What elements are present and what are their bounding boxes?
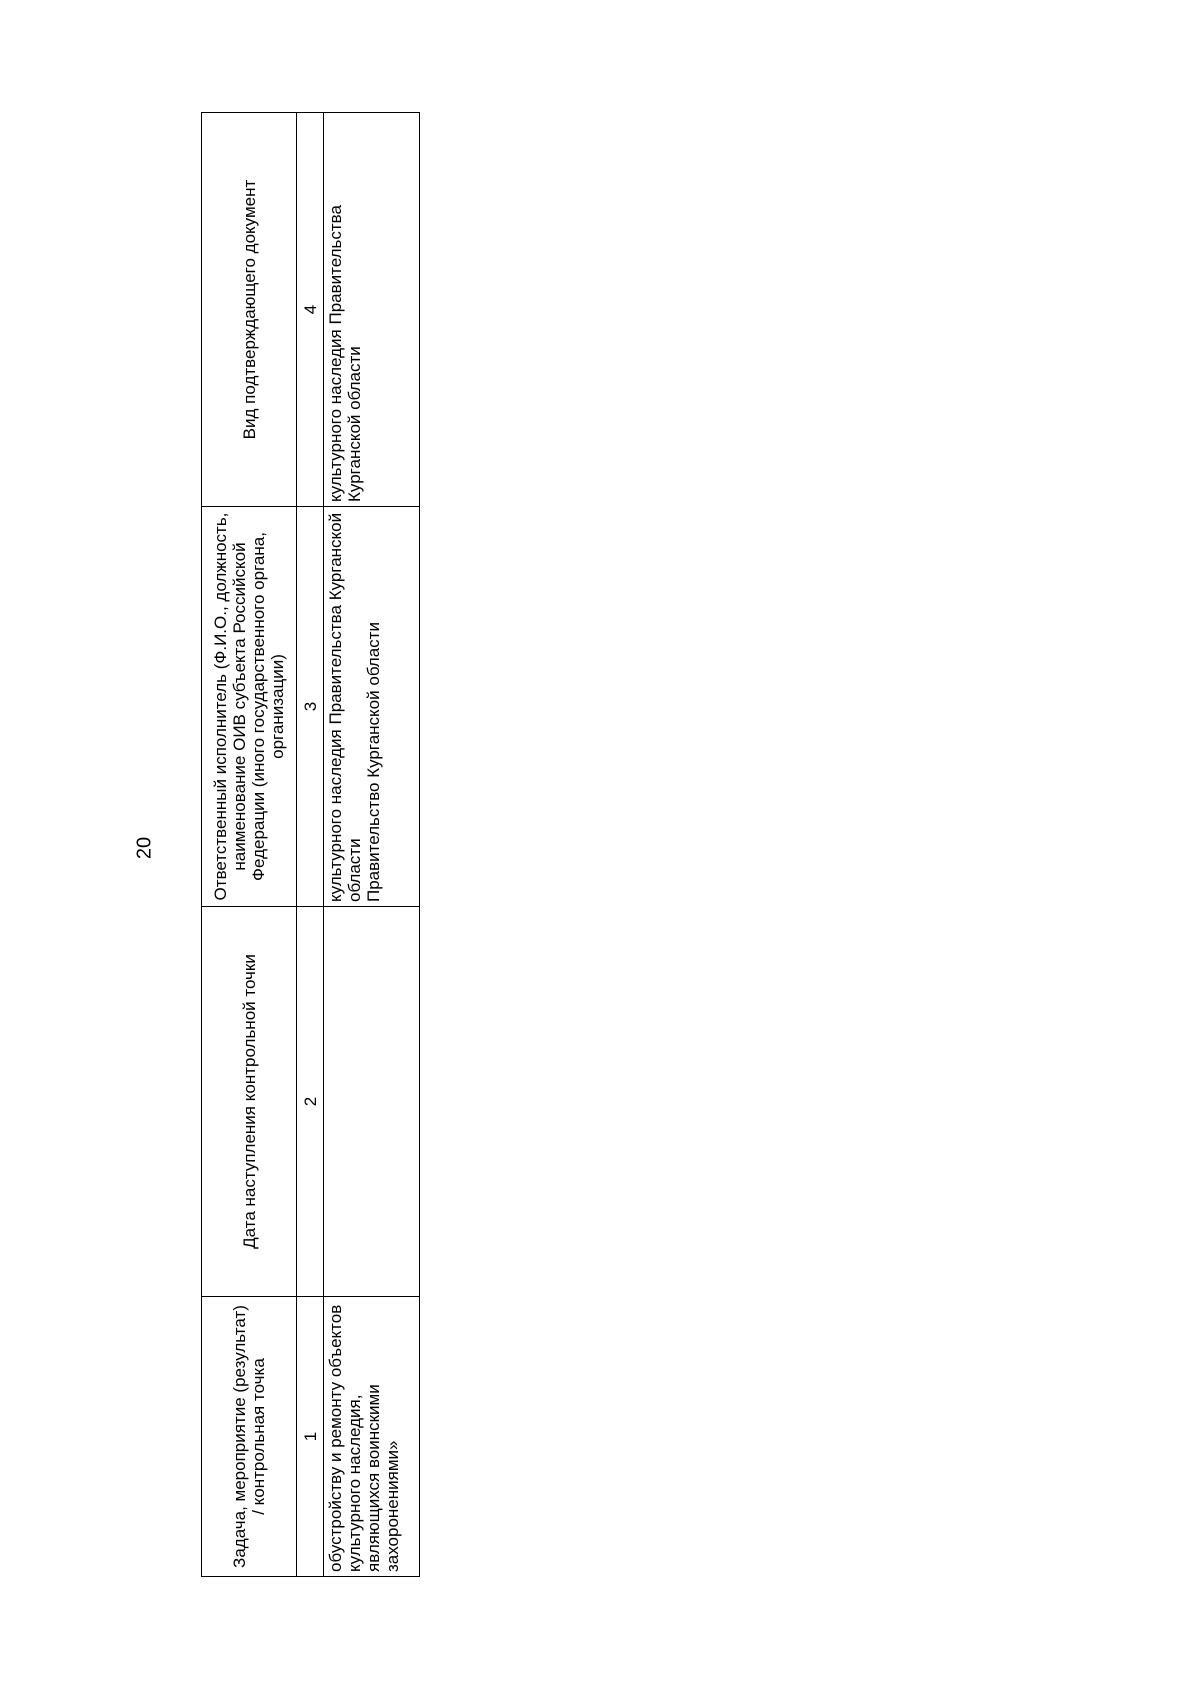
- header-task: Задача, мероприятие (результат) / контрольная точка: [202, 1297, 297, 1577]
- column-number: 1: [297, 1297, 324, 1577]
- cell-executor: [324, 507, 420, 907]
- header-date: Дата наступления контрольной точки: [202, 907, 297, 1297]
- cell-task: обустройству и ремонту объектов культурного наследия, являющихся воинскими захоронениями»: [324, 1297, 420, 1577]
- control-points-table: [201, 112, 420, 1577]
- page-number: 20: [133, 836, 156, 860]
- header-row: [202, 113, 297, 1577]
- executor-line: Правительство Курганской области: [364, 622, 383, 902]
- header-executor: Ответственный исполнитель (Ф.И.О., должность, наименование ОИВ субъекта Российской Федерации (иного государственного органа, организации): [202, 507, 297, 907]
- column-number: 3: [297, 507, 324, 907]
- header-document: Вид подтверждающего документ: [202, 113, 297, 507]
- column-number: 4: [297, 113, 324, 507]
- rotated-table-container: [201, 113, 420, 1577]
- column-number: 2: [297, 907, 324, 1297]
- executor-line: культурного наследия Правительства Курганской области: [326, 512, 364, 902]
- cell-document: культурного наследия Правительства Курганской области: [324, 113, 420, 507]
- column-number-row: [297, 113, 324, 1577]
- table-row: [324, 113, 420, 1577]
- cell-date: [324, 907, 420, 1297]
